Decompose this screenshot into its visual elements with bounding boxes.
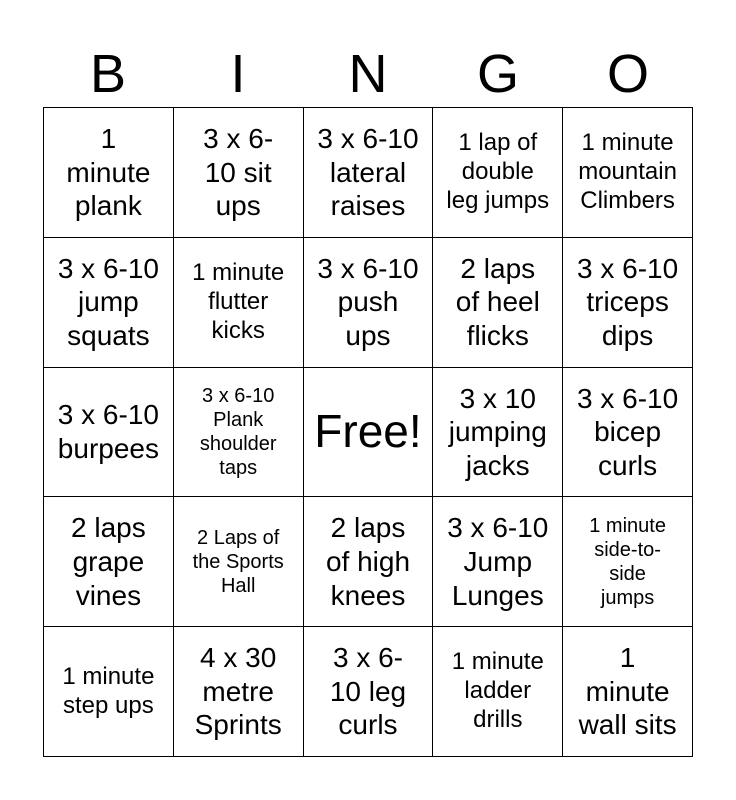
bingo-cell[interactable]: 2 Laps of the Sports Hall bbox=[174, 497, 304, 627]
bingo-cell[interactable]: 3 x 6-10 Jump Lunges bbox=[433, 497, 563, 627]
bingo-cell[interactable]: 3 x 6-10 jump squats bbox=[44, 238, 174, 368]
bingo-cell[interactable]: 1 minute wall sits bbox=[563, 627, 693, 757]
header-letter-b: B bbox=[89, 44, 127, 104]
header-letter-g: G bbox=[476, 44, 519, 104]
bingo-cell[interactable]: 3 x 6-10 triceps dips bbox=[563, 238, 693, 368]
header-letter-o: O bbox=[606, 44, 649, 104]
bingo-cell[interactable]: 3 x 6- 10 leg curls bbox=[304, 627, 434, 757]
bingo-cell[interactable]: 1 minute ladder drills bbox=[433, 627, 563, 757]
bingo-cell[interactable]: 1 minute plank bbox=[44, 108, 174, 238]
bingo-card-grid bbox=[43, 107, 693, 757]
bingo-free-cell[interactable]: Free! bbox=[304, 368, 434, 498]
bingo-cell[interactable]: 1 lap of double leg jumps bbox=[433, 108, 563, 238]
bingo-cell[interactable]: 1 minute mountain Climbers bbox=[563, 108, 693, 238]
bingo-cell[interactable]: 3 x 6-10 bicep curls bbox=[563, 368, 693, 498]
bingo-cell[interactable]: 1 minute step ups bbox=[44, 627, 174, 757]
header-letter-i: I bbox=[230, 44, 246, 104]
bingo-cell[interactable]: 3 x 6-10 burpees bbox=[44, 368, 174, 498]
bingo-cell[interactable]: 1 minute side-to- side jumps bbox=[563, 497, 693, 627]
bingo-cell[interactable]: 2 laps grape vines bbox=[44, 497, 174, 627]
bingo-header bbox=[43, 40, 693, 108]
bingo-cell[interactable]: 3 x 6-10 push ups bbox=[304, 238, 434, 368]
bingo-cell[interactable]: 1 minute flutter kicks bbox=[174, 238, 304, 368]
bingo-cell[interactable]: 2 laps of high knees bbox=[304, 497, 434, 627]
header-letter-n: N bbox=[348, 44, 388, 104]
bingo-cell[interactable]: 4 x 30 metre Sprints bbox=[174, 627, 304, 757]
bingo-cell[interactable]: 3 x 6-10 lateral raises bbox=[304, 108, 434, 238]
bingo-cell[interactable]: 2 laps of heel flicks bbox=[433, 238, 563, 368]
bingo-cell[interactable]: 3 x 10 jumping jacks bbox=[433, 368, 563, 498]
bingo-cell[interactable]: 3 x 6-10 Plank shoulder taps bbox=[174, 368, 304, 498]
bingo-cell[interactable]: 3 x 6- 10 sit ups bbox=[174, 108, 304, 238]
